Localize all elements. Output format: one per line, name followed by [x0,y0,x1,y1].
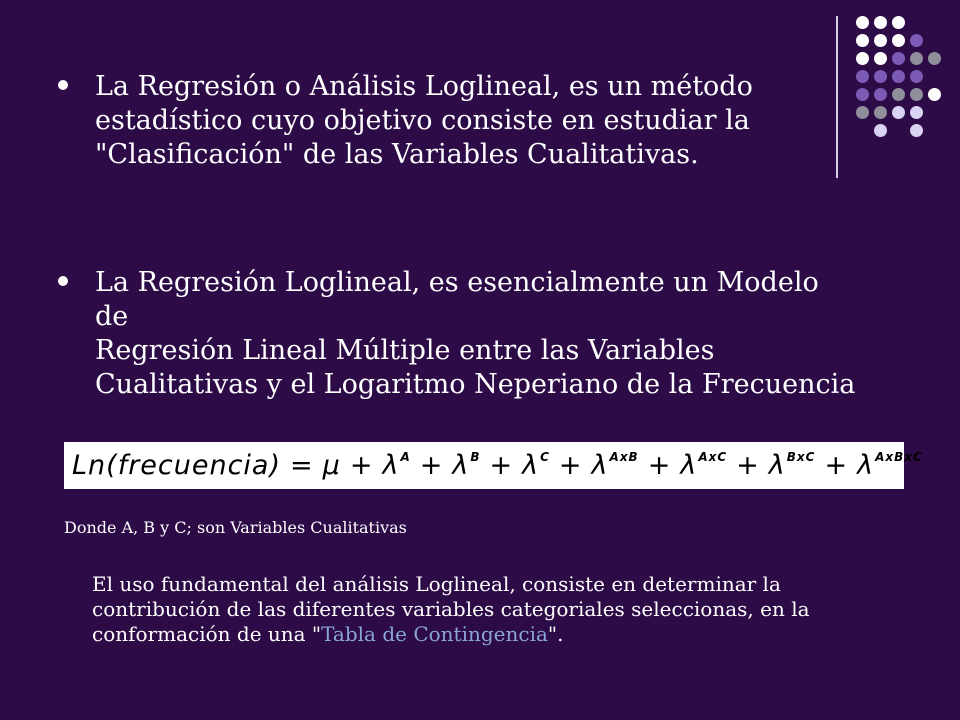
formula-superscript: BxC [786,450,816,464]
decorative-dot [910,70,923,83]
formula-lambda: λ [452,450,470,481]
formula-plus: + [419,450,444,481]
formula-term [592,450,639,481]
formula-equals: = [290,450,314,481]
decorative-dot [910,106,923,119]
decorative-dot [910,124,923,137]
formula-term [857,450,923,481]
decorative-dot [874,52,887,65]
decorative-dot [892,106,905,119]
bullet-item [58,70,858,172]
decorative-dot [892,16,905,29]
formula-plus: + [489,450,514,481]
decorative-dot [874,70,887,83]
formula-plus: + [736,450,760,481]
formula-lambda: λ [591,450,609,481]
formula-lhs: Ln(frecuencia) [72,450,282,481]
formula-superscript: B [470,450,481,464]
bullet-text: La Regresión o Análisis Loglineal, es un método estadístico cuyo objetivo consiste en estudiar la "Clasificación" de las Variables Cualitativas. [95,71,753,170]
formula-lambda: λ [768,450,786,481]
variables-note: Donde A, B y C; son Variables Cualitativas [64,518,407,537]
decorative-dot [874,106,887,119]
formula-term [522,450,550,481]
decorative-dot [874,124,887,137]
decorative-dot [928,52,941,65]
formula-plus: + [558,450,583,481]
formula-lambda: λ [522,450,540,481]
contingency-table-link[interactable]: Tabla de Contingencia [321,622,548,646]
formula-lambda: λ [680,450,698,481]
decorative-dot [874,34,887,47]
decorative-dot [910,88,923,101]
bullet-text: La Regresión Loglineal, es esencialmente un Modelo de Regresión Lineal Múltiple entre las Variables Cualitativas y el Logaritmo Neperiano de la Frecuencia [95,267,856,400]
decorative-dot [874,88,887,101]
usage-paragraph [92,572,902,647]
formula-lambda: λ [382,450,400,481]
formula-term [382,450,410,481]
decorative-dot [910,52,923,65]
formula-mu: μ [322,450,341,481]
formula-superscript: A [400,450,411,464]
decorative-dot [892,34,905,47]
paragraph-text: El uso fundamental del análisis Loglineal, consiste en determinar la contribución de las diferentes variables categoriales seleccionas, en la conformación de una " [92,572,810,646]
decorative-dot [928,88,941,101]
formula-superscript: C [540,450,550,464]
decorative-dot [892,52,905,65]
formula-term [769,450,816,481]
decorative-dot [856,52,869,65]
bullet-icon [58,276,68,286]
decorative-dot [910,34,923,47]
bullet-icon [58,80,68,90]
formula-plus: + [647,450,672,481]
formula-lambda: λ [857,450,875,481]
loglinear-formula [64,442,923,489]
formula-term [452,450,480,481]
formula-term [680,450,727,481]
formula-plus: + [349,450,374,481]
decorative-dot [856,16,869,29]
decorative-dot [892,88,905,101]
paragraph-end: ". [547,622,564,646]
decorative-dot [892,70,905,83]
formula-superscript: AxB [609,450,639,464]
formula-superscript: AxBxC [875,450,923,464]
formula-superscript: AxC [698,450,728,464]
decorative-dot [874,16,887,29]
formula-plus: + [824,450,849,481]
bullet-item [58,266,858,402]
decorative-dot [856,34,869,47]
